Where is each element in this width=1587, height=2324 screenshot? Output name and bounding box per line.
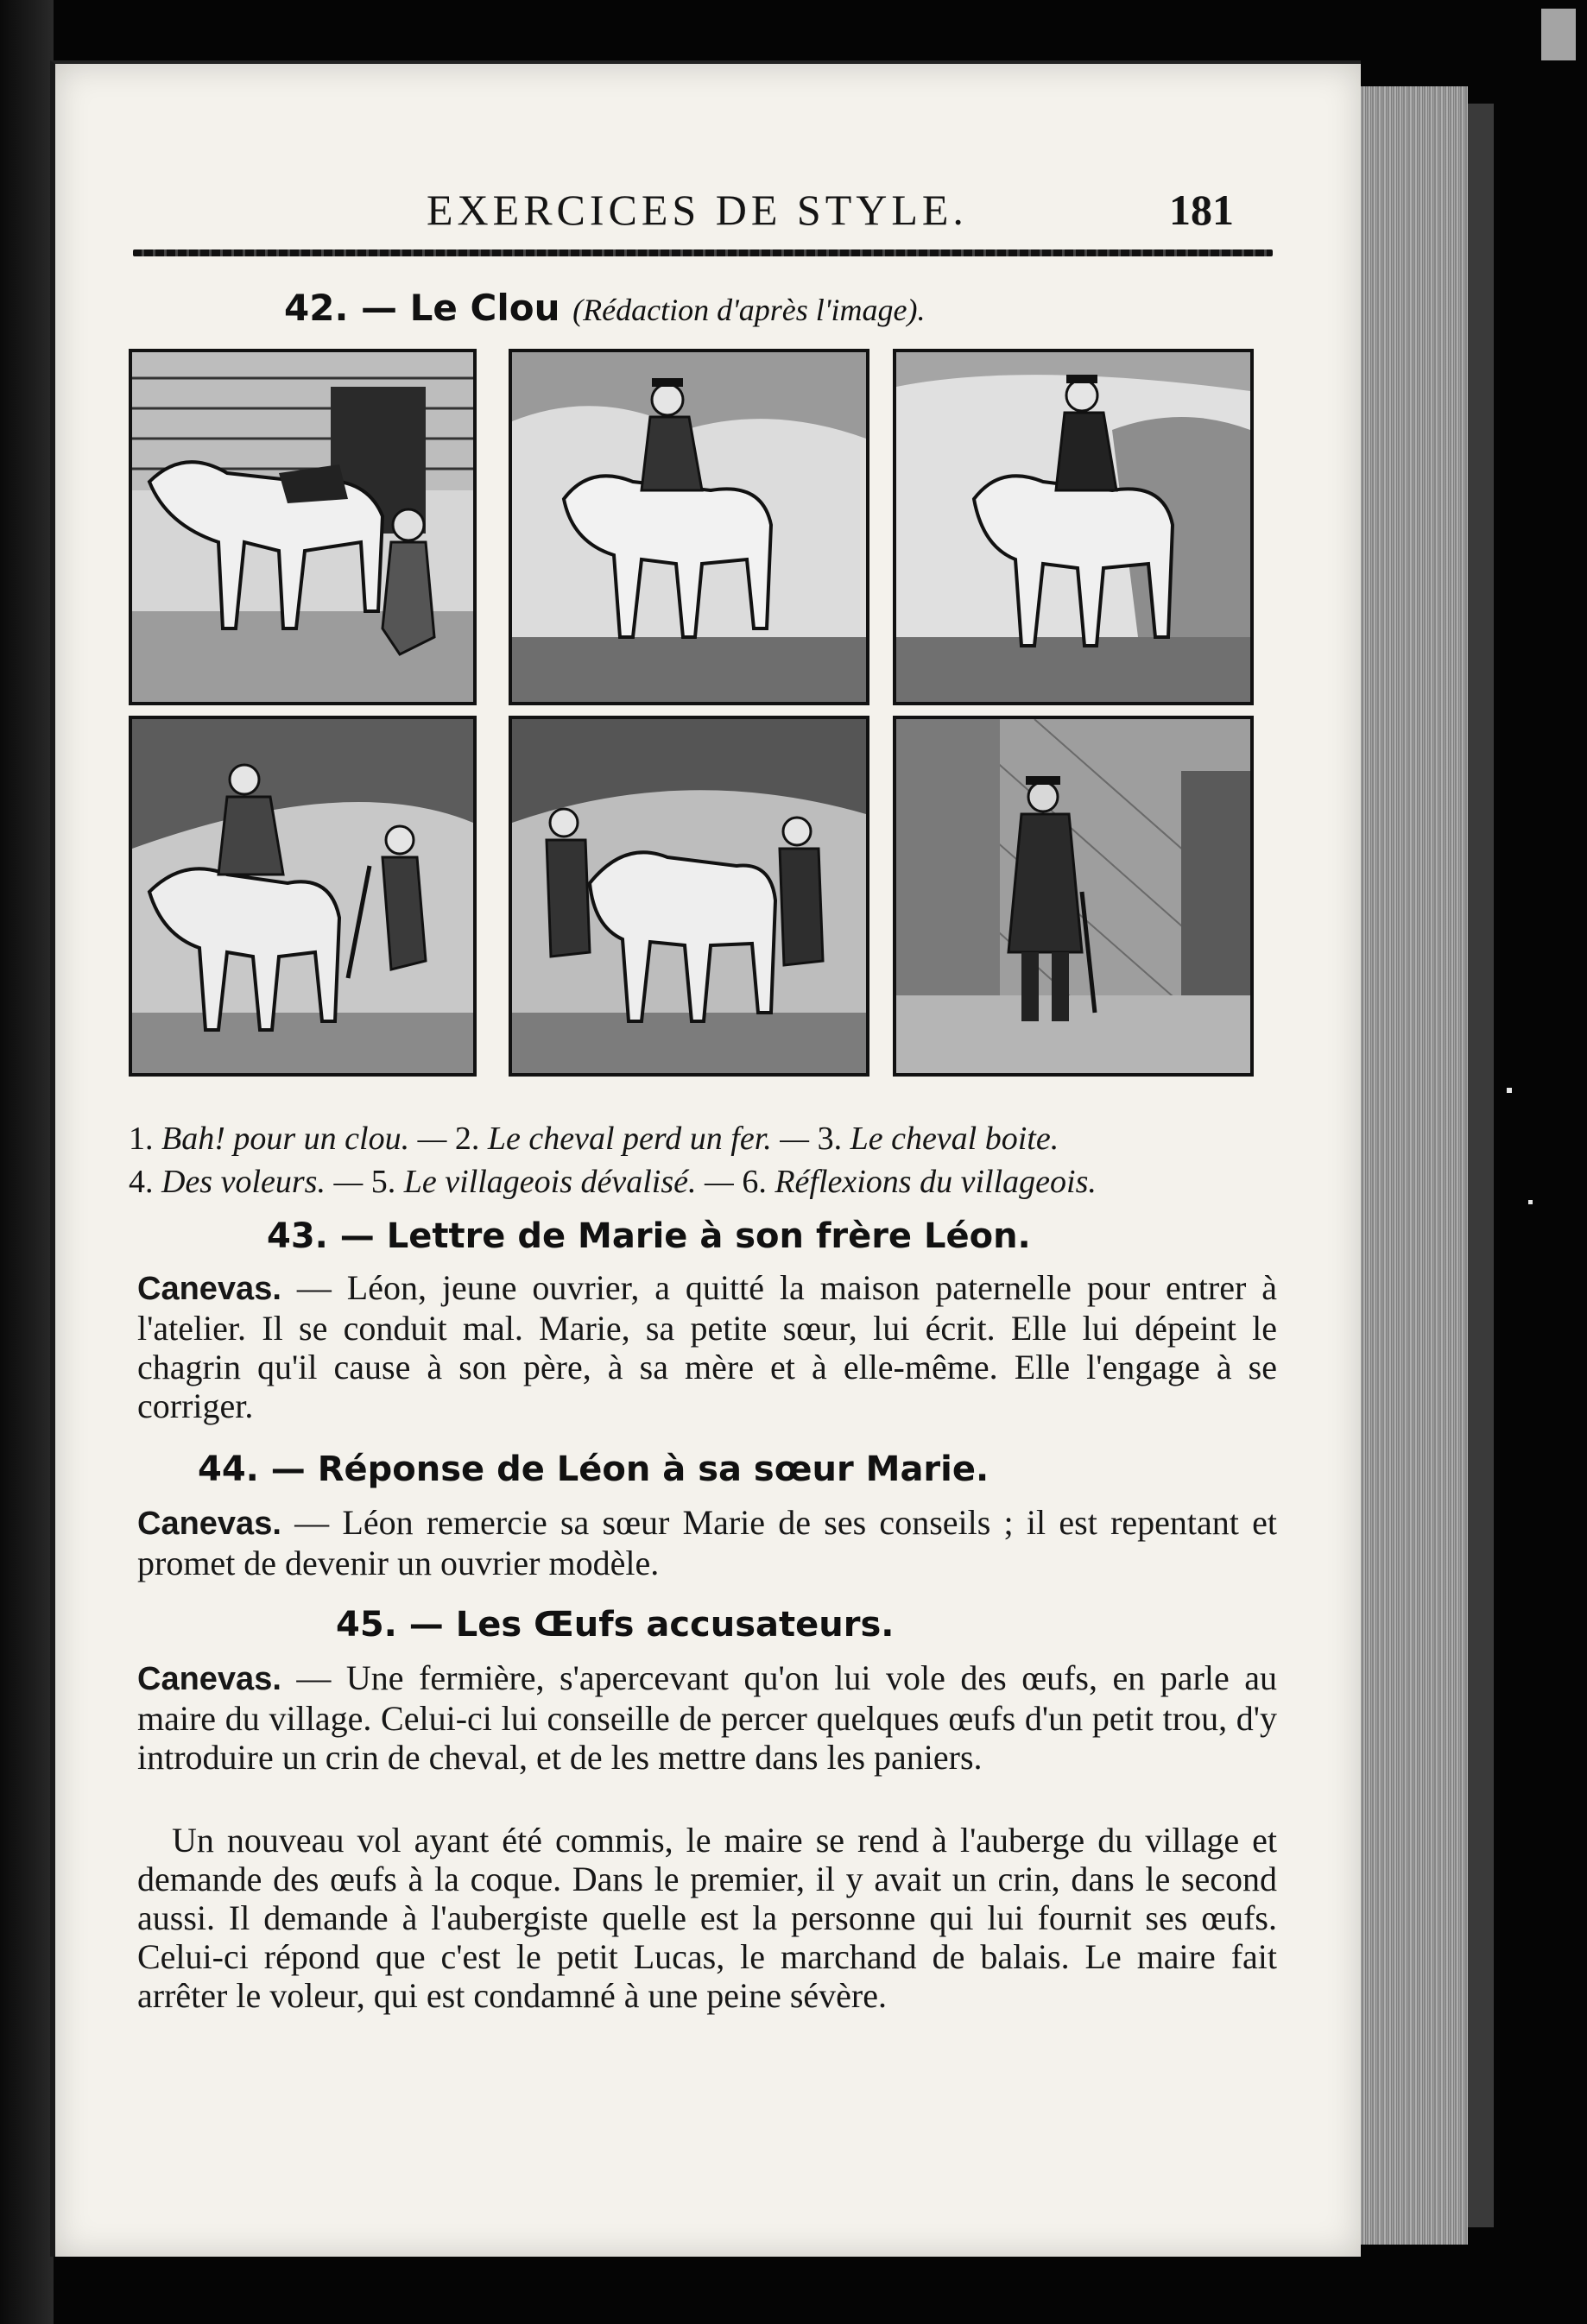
caption-4: 4. Des voleurs. (129, 1164, 326, 1200)
exercise-42-heading (284, 287, 925, 329)
walking-man-illustration (893, 716, 1254, 1077)
limping-horse-illustration (893, 349, 1254, 705)
caption-separator: — (780, 1121, 810, 1157)
scan-speck (1507, 1088, 1512, 1093)
caption-separator: — (333, 1164, 364, 1200)
horse-blacksmith-illustration (129, 349, 477, 705)
exercise-45-text-1 (137, 1658, 1277, 1777)
book-cover-edge (1468, 104, 1494, 2227)
exercise-45-lead: Canevas. (137, 1661, 281, 1697)
exercise-43-text (137, 1268, 1277, 1425)
exercise-44-text (137, 1503, 1277, 1582)
caption-3: 3. Le cheval boite. (817, 1121, 1059, 1157)
exercise-42-number: 42. (284, 287, 349, 329)
exercise-44-lead: Canevas. (137, 1506, 281, 1542)
exercise-45-text-2: Un nouveau vol ayant été commis, le maire se rend à l'auberge du village et demande des œufs à la coque. Dans le premier, il y avait un crin, dans le second aussi. Il demande à l'aubergiste quelle est la personne qui lui fournit ses œufs. Celui-ci répond que c'est le petit Lucas, le marchand de balais. Le maire fait arrêter le voleur, qui est condamné à une peine sévère. (137, 1821, 1277, 2015)
caption-5: 5. Le villageois dévalisé. (370, 1164, 697, 1200)
exercise-42-dash: — (361, 287, 398, 329)
running-title: EXERCICES DE STYLE. (427, 186, 968, 234)
thieves-illustration (129, 716, 477, 1077)
rider-on-horse-illustration (509, 349, 869, 705)
exercise-45-body-1: — Une fermière, s'apercevant qu'on lui vole des œufs, en parle au maire du village. Celui-ci lui conseille de percer quelques œufs d'un petit trou, d'y introduire un crin de cheval, et de les mettre dans les paniers. (137, 1658, 1277, 1777)
exercise-42-subtitle: (Rédaction d'après l'image). (572, 293, 926, 327)
illustration-grid (129, 349, 1281, 1108)
book-gutter (0, 0, 54, 2324)
exercise-42-title: Le Clou (409, 287, 560, 329)
exercise-43-lead: Canevas. (137, 1271, 281, 1307)
caption-1: 1. Bah! pour un clou. (129, 1121, 410, 1157)
page-header (55, 185, 1361, 245)
exercise-43-body: — Léon, jeune ouvrier, a quitté la maison paternelle pour entrer à l'atelier. Il se conduit mal. Marie, sa petite sœur, lui écrit. Elle lui dépeint le chagrin qu'il cause à son père, à sa mère et à elle-même. Elle l'engage à se corriger. (137, 1268, 1277, 1425)
caption-6: 6. Réflexions du villageois. (742, 1164, 1097, 1200)
exercise-43-heading: 43. — Lettre de Marie à son frère Léon. (267, 1216, 1031, 1256)
exercise-45-heading: 45. — Les Œufs accusateurs. (336, 1605, 895, 1645)
exercise-44-heading: 44. — Réponse de Léon à sa sœur Marie. (198, 1449, 990, 1489)
exercise-44-body: — Léon remercie sa sœur Marie de ses conseils ; il est repentant et promet de devenir un ouvrier modèle. (137, 1503, 1277, 1582)
scan-artifact (1541, 9, 1576, 60)
caption-separator: — (705, 1164, 734, 1200)
scan-speck (1528, 1200, 1533, 1204)
caption-2: 2. Le cheval perd un fer. (454, 1121, 772, 1157)
page-number: 181 (1169, 186, 1234, 234)
page-stack-edge (1356, 86, 1468, 2245)
robbery-illustration (509, 716, 869, 1077)
book-page (50, 60, 1361, 2257)
header-rule (133, 249, 1273, 256)
caption-line-2 (129, 1160, 1286, 1203)
caption-line-1 (129, 1117, 1286, 1160)
illustration-captions (129, 1117, 1286, 1203)
caption-separator: — (417, 1121, 447, 1157)
